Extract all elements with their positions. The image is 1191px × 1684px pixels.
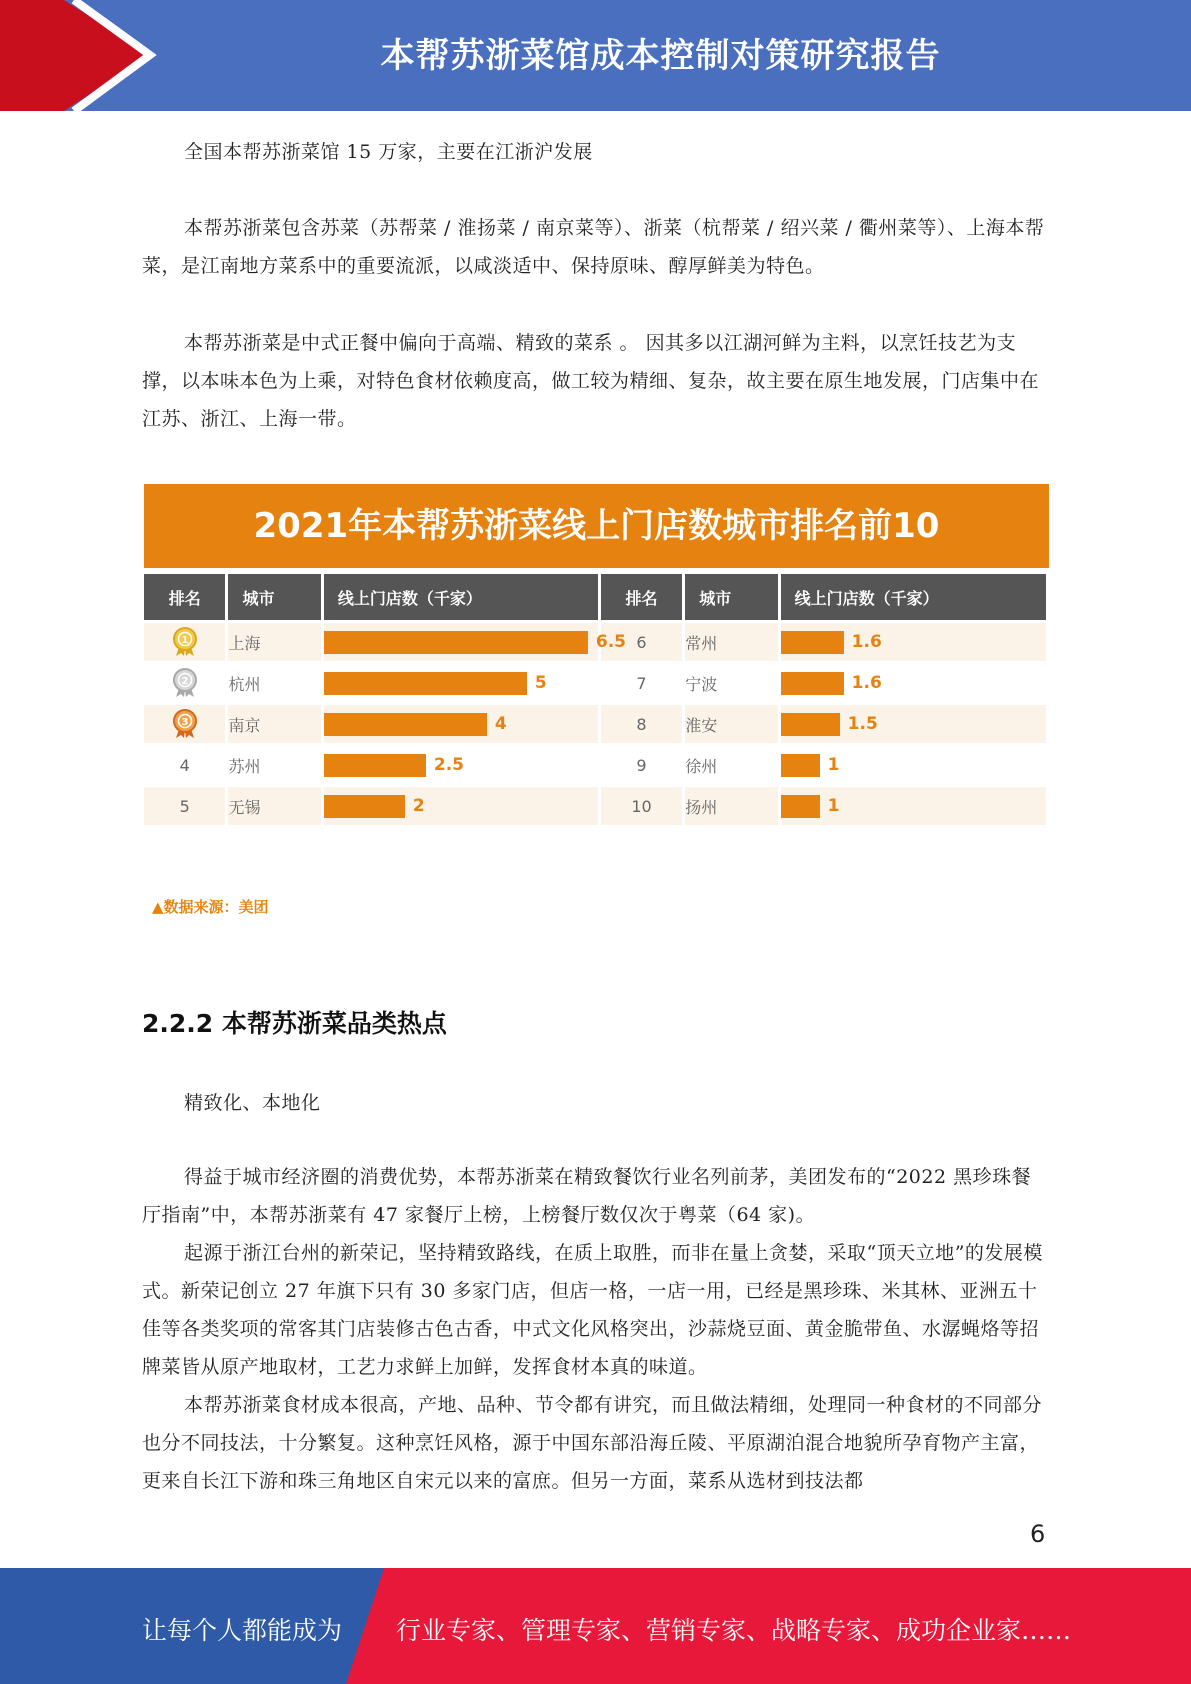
section-body (142, 1084, 1047, 1122)
paragraph: 精致化、本地化 (184, 1092, 321, 1114)
rank-cell: 4 (179, 755, 190, 775)
store-count-cell (781, 664, 1046, 702)
col-header-rank: 排名 (601, 574, 682, 620)
bar-value-label: 2 (412, 796, 425, 816)
section-heading: 2.2.2 本帮苏浙菜品类热点 (142, 1009, 447, 1038)
bar (324, 713, 487, 736)
bar-value-label: 1 (827, 796, 840, 816)
page-header (0, 0, 1191, 111)
city-cell: 淮安 (685, 705, 777, 743)
city-cell: 南京 (228, 705, 320, 743)
bar-value-label: 4 (494, 714, 507, 734)
bar (781, 795, 820, 818)
paragraph: 全国本帮苏浙菜馆 15 万家，主要在江浙沪发展 (184, 141, 593, 163)
intro-section (142, 133, 1047, 171)
data-source-note: ▲数据来源：美团 (152, 898, 269, 916)
bar (324, 754, 426, 777)
bar (781, 631, 844, 654)
city-cell: 宁波 (685, 674, 718, 694)
bar-value-label: 6.5 (595, 632, 626, 652)
bar (324, 795, 405, 818)
col-header-city: 城市 (228, 574, 320, 620)
rank-cell: 8 (601, 705, 682, 743)
store-count-cell (324, 623, 626, 661)
store-count-cell (781, 705, 1046, 743)
rank-cell: 9 (636, 755, 647, 775)
rank-cell: 7 (636, 673, 647, 693)
store-count-cell (781, 746, 1046, 784)
city-cell: 上海 (228, 623, 320, 661)
report-title: 本帮苏浙菜馆成本控制对策研究报告 (380, 36, 941, 76)
intro-section-3 (142, 324, 1047, 438)
bar (781, 713, 840, 736)
city-cell: 常州 (685, 623, 777, 661)
bar (324, 631, 588, 654)
store-count-cell (324, 705, 598, 743)
rank-cell: 10 (601, 787, 682, 825)
table-row (144, 664, 1046, 702)
medal-1-icon (171, 627, 199, 657)
rank-cell (144, 623, 225, 661)
page-number: 6 (1030, 1520, 1046, 1548)
section-body-2 (142, 1158, 1047, 1500)
table-row (144, 623, 1046, 661)
store-count-cell (324, 664, 598, 702)
rank-cell (144, 664, 225, 702)
bar (781, 672, 844, 695)
col-header-stores: 线上门店数（千家） (324, 574, 598, 620)
bar-value-label: 1 (827, 755, 840, 775)
paragraph: 本帮苏浙菜包含苏菜（苏帮菜 / 淮扬菜 / 南京菜等）、浙菜（杭帮菜 / 绍兴菜 / 衢州菜等）、上海本帮菜，是江南地方菜系中的重要流派，以咸淡适中、保持原味、醇厚鲜美为特色。 (142, 217, 1045, 277)
ranking-table (141, 571, 1049, 828)
col-header-city: 城市 (685, 574, 777, 620)
table-row (144, 746, 1046, 784)
city-cell: 无锡 (228, 787, 320, 825)
bar-value-label: 1.6 (851, 673, 882, 693)
rank-cell (144, 705, 225, 743)
intro-section-2 (142, 209, 1047, 285)
footer-slogan-right: 行业专家、管理专家、营销专家、战略专家、成功企业家…… (396, 1616, 1072, 1645)
store-count-cell (324, 787, 598, 825)
bar-value-label: 1.5 (847, 714, 878, 734)
paragraph: 本帮苏浙菜是中式正餐中偏向于高端、精致的菜系 。 因其多以江湖河鲜为主料，以烹饪技艺为支撑，以本味本色为上乘，对特色食材依赖度高，做工较为精细、复杂，故主要在原生地发展，门店集中在江苏、浙江、上海一带。 (142, 332, 1040, 430)
svg-text:3: 3 (181, 717, 189, 728)
rank-cell: 5 (144, 787, 225, 825)
paragraph: 起源于浙江台州的新荣记，坚持精致路线，在质上取胜，而非在量上贪婪，采取“顶天立地”的发展模式。新荣记创立 27 年旗下只有 30 多家门店，但店一格，一店一用，已经是黑珍珠、米其林、亚洲五十佳等各类奖项的常客其门店装修古色古香，中式文化风格突出，沙蒜烧豆面、黄金脆带鱼、水潺蝇烙等招牌菜皆从原产地取材，工艺力求鲜上加鲜，发挥食材本真的味道。 (142, 1242, 1043, 1378)
medal-2-icon (171, 668, 199, 698)
city-cell: 苏州 (228, 756, 261, 776)
bar-value-label: 5 (534, 673, 547, 693)
rank-cell: 6 (601, 623, 682, 661)
store-count-cell (781, 787, 1046, 825)
page-footer (0, 1568, 1191, 1684)
table-row (144, 787, 1046, 825)
chart-title: 2021年本帮苏浙菜线上门店数城市排名前10 (144, 484, 1049, 568)
medal-3-icon (171, 709, 199, 739)
store-ranking-chart (144, 484, 1049, 828)
svg-text:1: 1 (181, 635, 189, 646)
ranking-table-body (144, 623, 1046, 825)
paragraph: 本帮苏浙菜食材成本很高，产地、品种、节令都有讲究，而且做法精细，处理同一种食材的不同部分也分不同技法，十分繁复。这种烹饪风格，源于中国东部沿海丘陵、平原湖泊混合地貌所孕育物产主富，更来自长江下游和珠三角地区自宋元以来的富庶。但另一方面，菜系从选材到技法都 (142, 1394, 1043, 1492)
bar (781, 754, 820, 777)
city-cell: 扬州 (685, 787, 777, 825)
city-cell: 杭州 (228, 674, 261, 694)
col-header-rank: 排名 (144, 574, 225, 620)
col-header-stores: 线上门店数（千家） (781, 574, 1046, 620)
bar (324, 672, 527, 695)
bar-value-label: 2.5 (433, 755, 464, 775)
footer-slogan-left: 让每个人都能成为 (142, 1616, 343, 1645)
store-count-cell (781, 623, 1046, 661)
city-cell: 徐州 (685, 756, 718, 776)
bar-value-label: 1.6 (851, 632, 882, 652)
store-count-cell (324, 746, 598, 784)
svg-text:2: 2 (181, 676, 189, 687)
table-row (144, 705, 1046, 743)
paragraph: 得益于城市经济圈的消费优势，本帮苏浙菜在精致餐饮行业名列前茅，美团发布的“2022 黑珍珠餐厅指南”中，本帮苏浙菜有 47 家餐厅上榜，上榜餐厅数仅次于粤菜（64 家)。 (142, 1166, 1032, 1226)
